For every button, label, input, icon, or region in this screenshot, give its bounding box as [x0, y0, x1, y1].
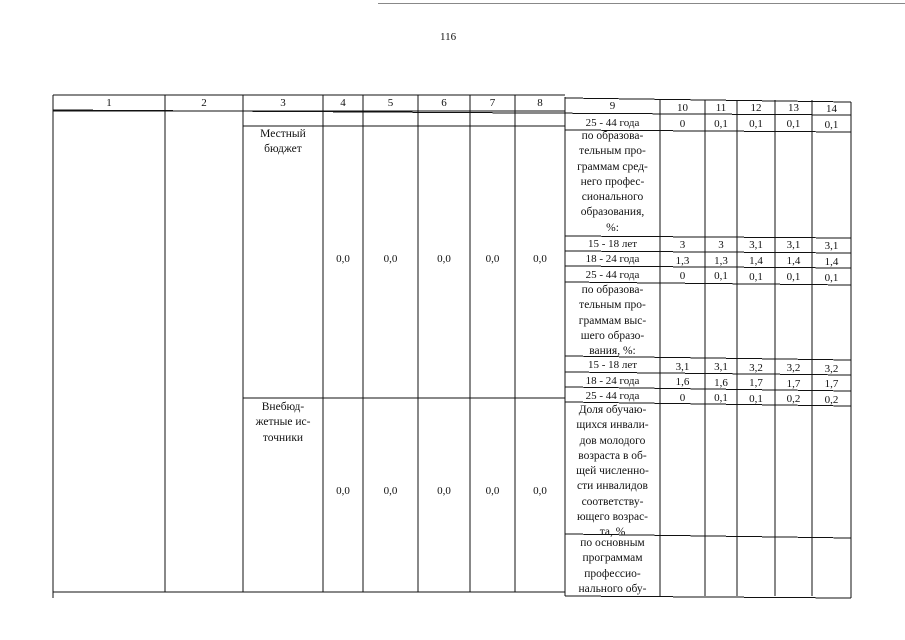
cell-value: 0,1	[714, 270, 728, 282]
col-header-2: 2	[201, 97, 207, 109]
amount-local-4: 0,0	[336, 253, 350, 265]
row-label: 18 - 24 года	[585, 253, 640, 265]
col-header-14: 14	[826, 103, 837, 115]
cell-value: 1,3	[714, 255, 728, 267]
cell-value: 3,2	[749, 362, 763, 374]
amount-extra-8: 0,0	[533, 485, 547, 497]
cell-value: 0	[679, 270, 686, 282]
cell-value: 0,1	[824, 272, 839, 284]
cell-value: 1,6	[714, 377, 728, 389]
row-label: 15 - 18 лет	[587, 359, 638, 371]
cell-value: 3	[679, 239, 686, 251]
col-header-8: 8	[537, 97, 543, 109]
amount-extra-5: 0,0	[383, 485, 398, 497]
page-number: 116	[440, 31, 457, 43]
cell-value: 0,1	[714, 118, 728, 130]
col-header-1: 1	[106, 97, 112, 109]
funding-local: Местный бюджет	[260, 128, 306, 156]
cell-value: 0,1	[749, 393, 763, 405]
amount-extra-7: 0,0	[485, 485, 500, 497]
col-header-10: 10	[677, 102, 688, 114]
cell-value: 0	[679, 118, 686, 130]
row-label: 25 - 44 года	[585, 117, 640, 129]
cell-value: 3,2	[786, 362, 801, 374]
cell-value: 0	[679, 392, 686, 404]
row-label: 18 - 24 года	[585, 375, 640, 387]
col-header-6: 6	[441, 97, 447, 109]
cell-value: 0,2	[824, 394, 839, 406]
cell-value: 3,1	[824, 240, 839, 252]
col-header-12: 12	[750, 102, 762, 114]
amount-local-6: 0,0	[437, 253, 451, 265]
cell-value: 3	[718, 239, 724, 251]
col-header-5: 5	[387, 97, 394, 109]
cell-value: 3,1	[714, 361, 728, 373]
funding-extrabudget: Внебюд- жетные ис- точники	[255, 401, 311, 444]
amount-local-7: 0,0	[485, 253, 500, 265]
row-label: 25 - 44 года	[585, 390, 640, 402]
cell-value: 0,1	[824, 119, 839, 131]
cell-value: 3,1	[786, 239, 801, 251]
cell-value: 3,2	[824, 363, 839, 375]
cell-value: 1,7	[786, 378, 801, 390]
col-header-13: 13	[788, 102, 799, 114]
col-header-4: 4	[340, 97, 346, 109]
amount-extra-6: 0,0	[437, 485, 451, 497]
amount-local-5: 0,0	[383, 253, 398, 265]
cell-value: 3,1	[675, 361, 690, 373]
col-header-3: 3	[280, 97, 286, 109]
cell-value: 0,1	[714, 392, 728, 404]
cell-value: 0,1	[749, 271, 763, 283]
col-header-11: 11	[715, 102, 727, 114]
cell-value: 3,1	[749, 239, 763, 251]
cell-value: 0,1	[786, 118, 801, 130]
cell-value: 1,4	[824, 256, 839, 268]
spo-programs-label: по образова- тельным про- граммам сред- него профес- сионального образования, %:	[577, 130, 648, 234]
cell-value: 0,2	[786, 393, 801, 405]
cell-value: 1,4	[786, 255, 801, 267]
cell-value: 1,6	[675, 376, 690, 388]
cell-value: 1,7	[824, 378, 839, 390]
disabled-share-label: Доля обучаю- щихся инвали- дов молодого возраста в об- щей численно- сти инвалидов соответству- ющего возрас- та, %	[576, 404, 649, 539]
col-header-9: 9	[609, 100, 616, 112]
amount-local-8: 0,0	[533, 253, 547, 265]
cell-value: 1,7	[749, 377, 763, 389]
prof-training-label: по основным программам профессио- нального обу-	[578, 537, 647, 595]
row-label: 25 - 44 года	[585, 269, 640, 281]
cell-value: 1,3	[675, 255, 690, 267]
vo-programs-label: по образова- тельным про- граммам выс- шего образо- вания, %:	[578, 284, 647, 358]
col-header-7: 7	[489, 97, 496, 109]
cell-value: 0,1	[786, 271, 801, 283]
cell-value: 1,4	[749, 255, 763, 267]
row-label: 15 - 18 лет	[587, 238, 638, 250]
cell-value: 0,1	[749, 118, 763, 130]
amount-extra-4: 0,0	[336, 485, 350, 497]
